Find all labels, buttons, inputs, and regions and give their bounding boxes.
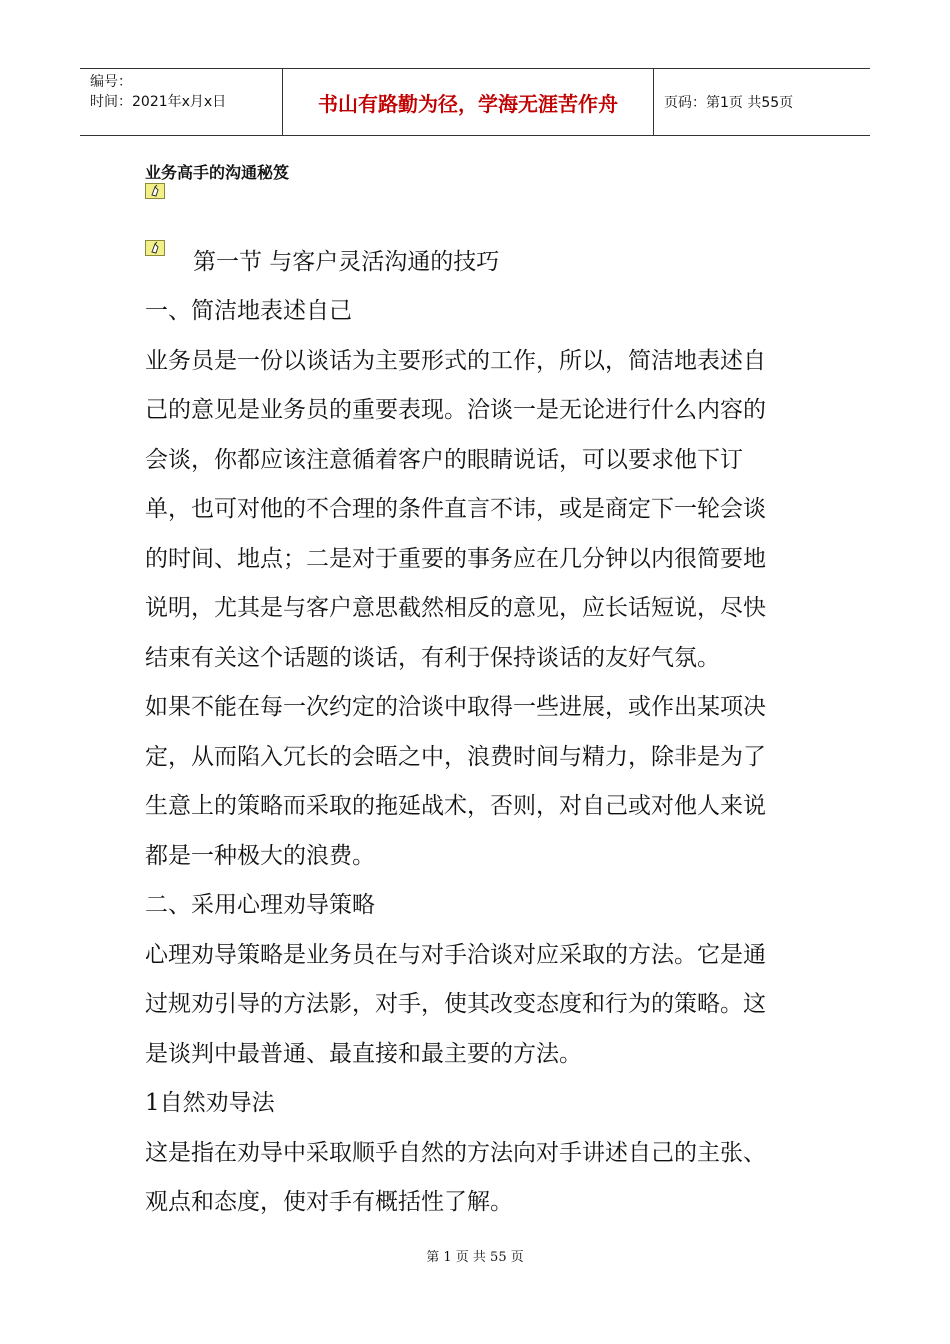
header-page-info: 页码：第1页 共55页 [664, 95, 794, 111]
time-label: 时间：2021年x月x日 [90, 94, 227, 110]
document-body [145, 287, 795, 1228]
body-line: 的时间、地点；二是对于重要的事务应在几分钟以内很简要地 [145, 545, 766, 572]
body-line: 过规劝引导的方法影，对手，使其改变态度和行为的策略。这 [145, 991, 766, 1017]
body-line: 业务员是一份以谈话为主要形式的工作，所以，简洁地表述自 [145, 347, 766, 374]
body-line: 1自然劝导法 [145, 1090, 275, 1116]
body-line: 结束有关这个话题的谈话，有利于保持谈话的友好气氛。 [145, 644, 720, 671]
body-line: 说明，尤其是与客户意思截然相反的意见，应长话短说，尽快 [145, 595, 766, 621]
body-line: 都是一种极大的浪费。 [145, 842, 375, 869]
body-line: 己的意见是业务员的重要表现。洽谈一是无论进行什么内容的 [145, 397, 766, 423]
page-footer: 第 1 页 共 55 页 [426, 1250, 524, 1265]
body-line: 心理劝导策略是业务员在与对手洽谈对应采取的方法。它是通 [145, 941, 766, 968]
embedded-object-icon [145, 240, 165, 256]
body-line: 是谈判中最普通、最直接和最主要的方法。 [145, 1040, 582, 1067]
body-line: 会谈，你都应该注意循着客户的眼睛说话，可以要求他下订 [145, 446, 743, 473]
header-meta [80, 69, 283, 135]
embedded-object-icon [145, 183, 165, 199]
body-line: 这是指在劝导中采取顺乎自然的方法向对手讲述自己的主张、 [145, 1139, 766, 1166]
header-motto: 书山有路勤为径，学海无涯苦作舟 [283, 69, 654, 135]
section-title: 第一节 与客户灵活沟通的技巧 [193, 249, 500, 275]
body-line: 观点和态度，使对手有概括性了解。 [145, 1189, 513, 1215]
body-line: 一、简洁地表述自己 [145, 298, 352, 324]
body-line: 生意上的策略而采取的拖延战术，否则，对自己或对他人来说 [145, 793, 766, 819]
number-label: 编号： [90, 74, 132, 90]
page-header [80, 68, 870, 136]
document-title: 业务高手的沟通秘笈 [145, 163, 290, 182]
body-line: 定，从而陷入冗长的会晤之中，浪费时间与精力，除非是为了 [145, 743, 766, 770]
body-line: 单，也可对他的不合理的条件直言不讳，或是商定下一轮会谈 [145, 496, 766, 522]
body-line: 二、采用心理劝导策略 [145, 892, 375, 918]
body-line: 如果不能在每一次约定的洽谈中取得一些进展，或作出某项决 [145, 694, 766, 720]
